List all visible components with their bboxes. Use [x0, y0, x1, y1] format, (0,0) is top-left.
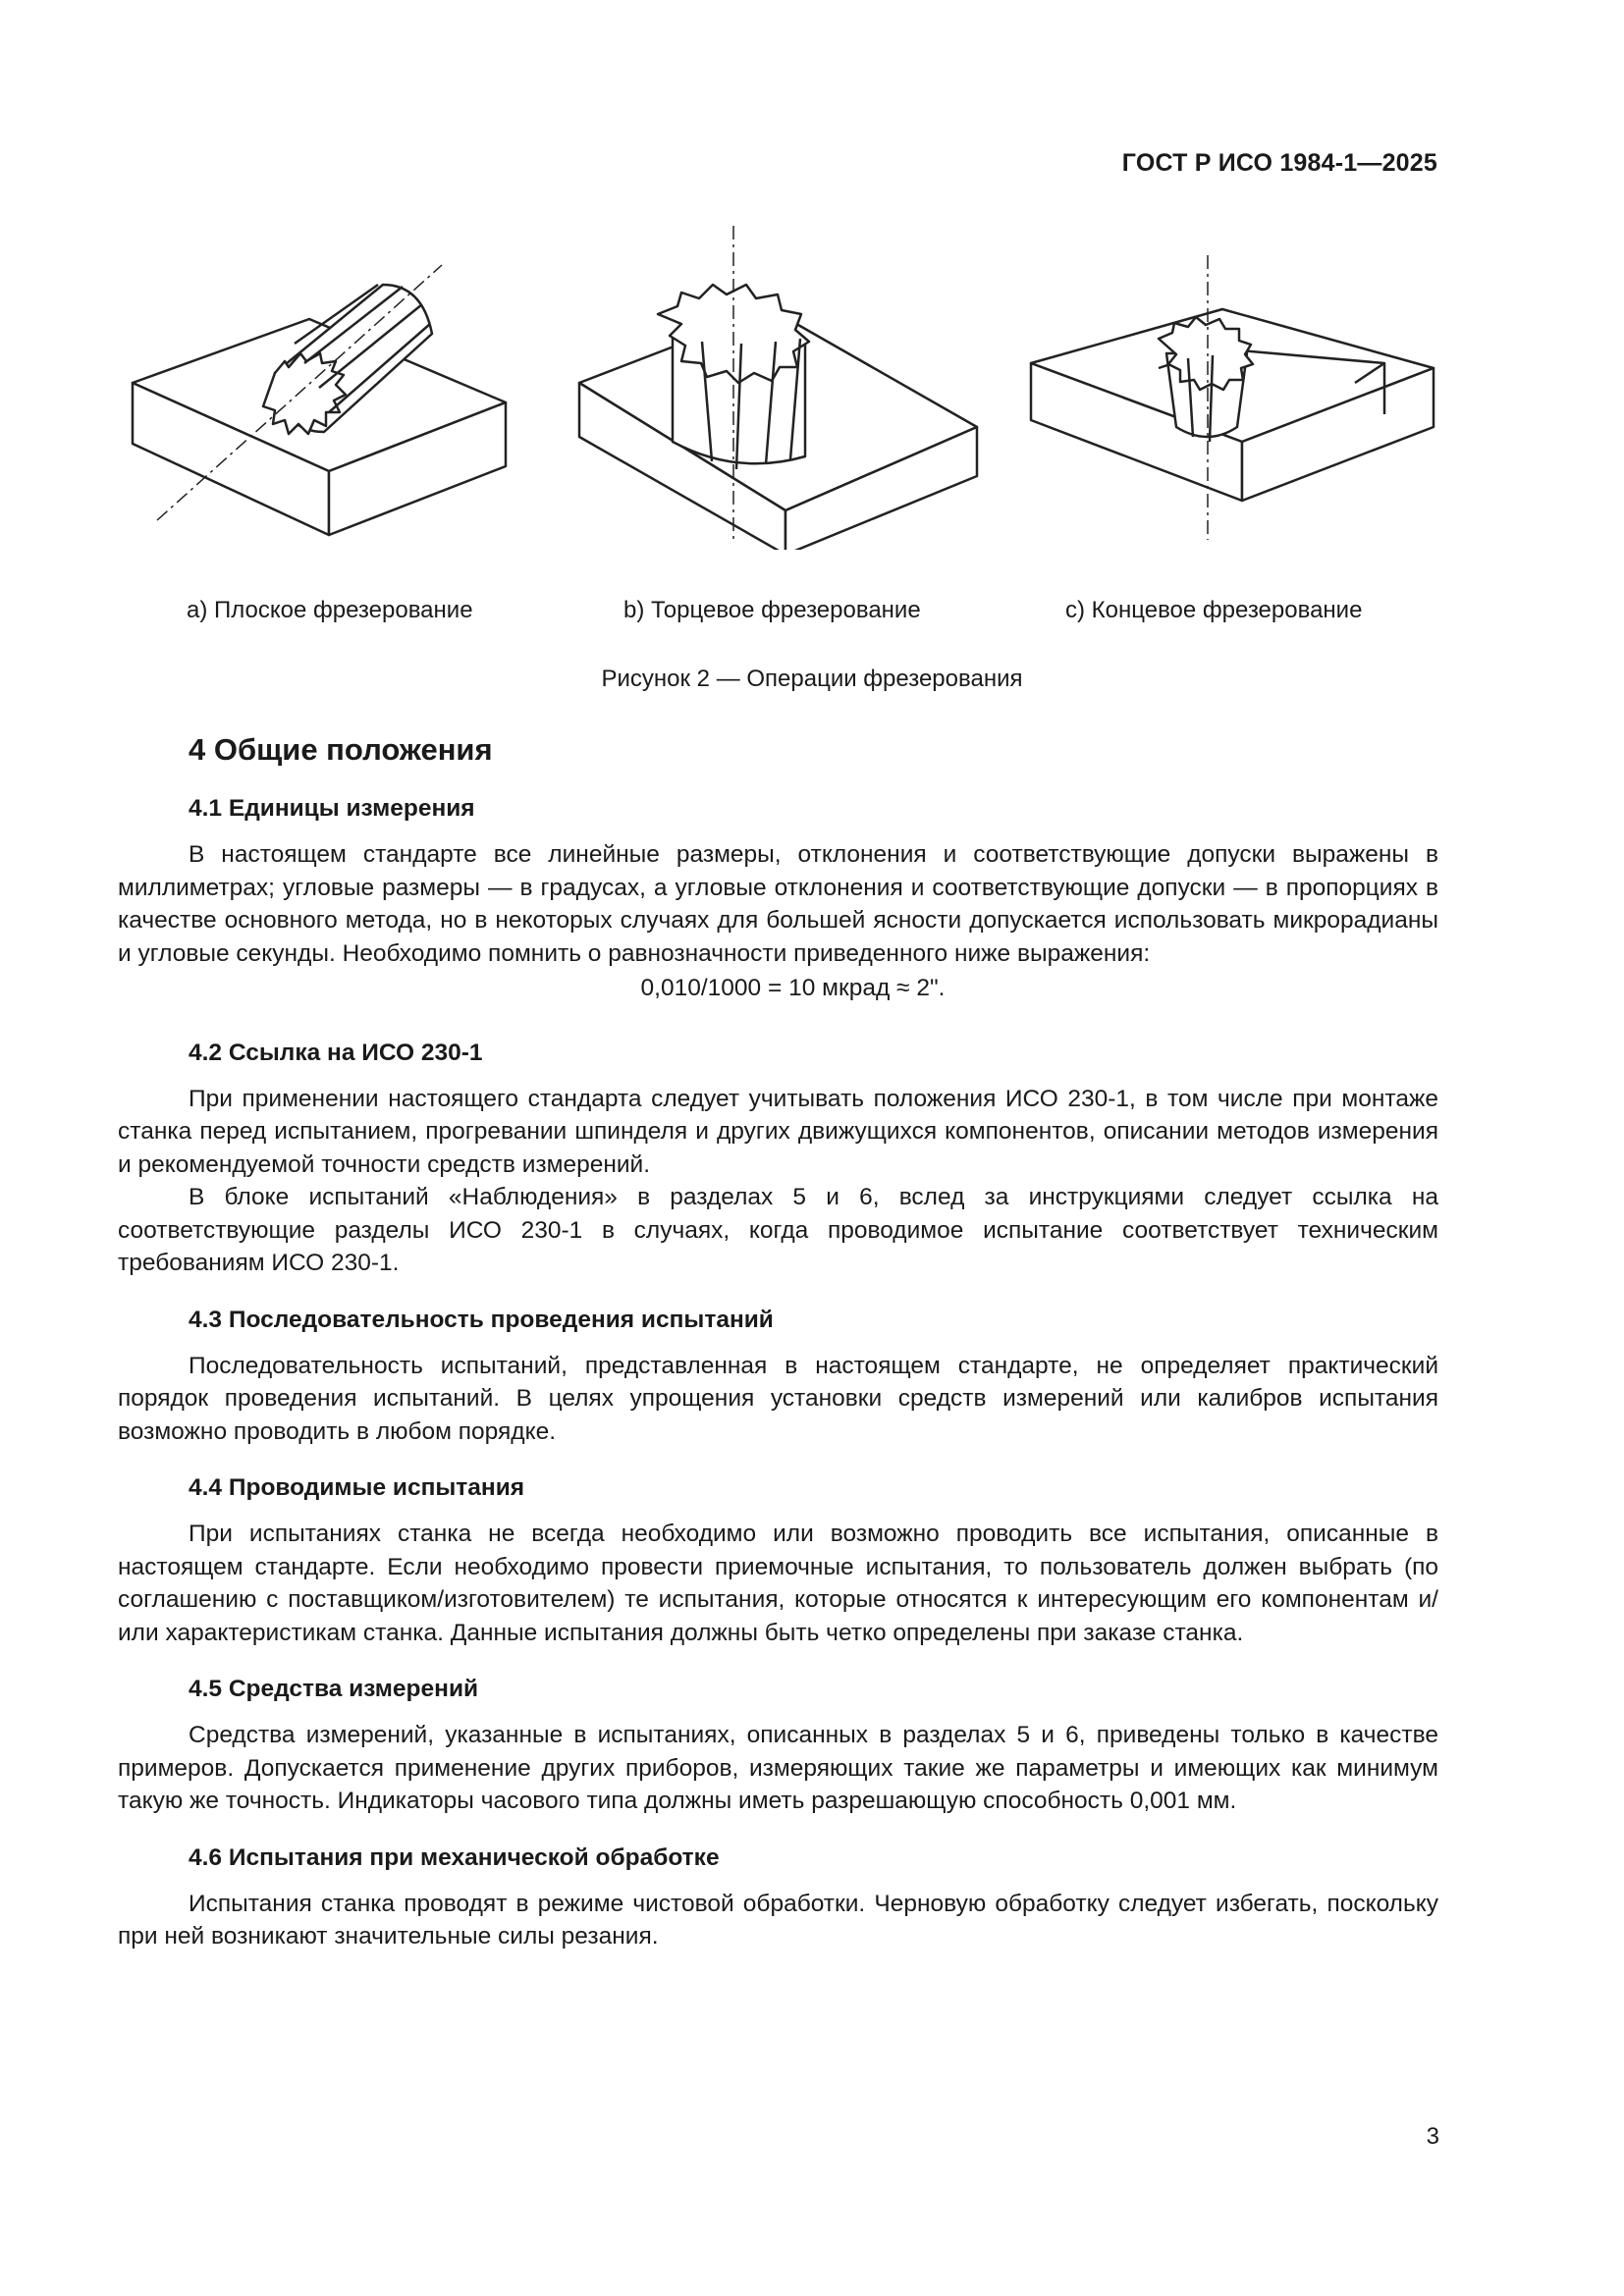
section-4-1-paragraph: В настоящем стандарте все линейные размеры, отклонения и соответствующие допуски выражены в миллиметрах; угловые размеры — в градусах, а угловые отклонения и соответствующие допуски — в пропорциях в качестве основного метода, но в некоторых случаях для большей ясности допускается использовать микрорадианы и угловые секунды. Необходимо помнить о равнозначности приведенного ниже выражения: — [118, 841, 1438, 967]
section-4-content — [118, 731, 1438, 1953]
milling-figures — [118, 226, 1443, 550]
figure-a-slab-milling-drawing — [118, 226, 530, 550]
formula: 0,010/1000 = 10 мкрад ≈ 2". — [640, 975, 946, 1001]
section-4-2-paragraph-2: В блоке испытаний «Наблюдения» в разделах 5 и 6, вслед за инструкциями следует ссылка на соответствующие разделы ИСО 230-1 в случаях, когда проводимое испытание соответствует техническим требованиям ИСО 230-1. — [118, 1184, 1438, 1276]
figure-title: Рисунок 2 — Операции фрезерования — [601, 666, 1023, 692]
section-4-6-paragraph: Испытания станка проводят в режиме чистовой обработки. Черновую обработку следует избегать, поскольку при ней возникают значительные силы резания. — [118, 1890, 1438, 1949]
section-4-3-paragraph: Последовательность испытаний, представленная в настоящем стандарте, не определяет практический порядок проведения испытаний. В целях упрощения установки средств измерений или калибров испытания возможно проводить в любом порядке. — [118, 1352, 1438, 1445]
section-4-4-paragraph: При испытаниях станка не всегда необходимо или возможно проводить все испытания, описанные в настоящем стандарте. Если необходимо провести приемочные испытания, то пользователь должен выбрать (по соглашению с поставщиком/изготовителем) те испытания, которые относятся к интересующим его компонентам и/или характеристикам станка. Данные испытания должны быть четко определены при заказе станка. — [118, 1521, 1438, 1646]
figure-a-caption: a) Плоское фрезерование — [187, 597, 473, 623]
section-4-3-title: 4.3 Последовательность проведения испытаний — [189, 1306, 774, 1333]
section-4-1-title: 4.1 Единицы измерения — [189, 795, 475, 822]
figure-c-end-milling-drawing — [1021, 226, 1443, 550]
section-4-5-title: 4.5 Средства измерений — [189, 1676, 479, 1702]
page-number: 3 — [1426, 2123, 1439, 2150]
section-4-6-title: 4.6 Испытания при механической обработке — [189, 1843, 720, 1871]
section-4-2-paragraph-1: При применении настоящего стандарта следует учитывать положения ИСО 230-1, в том числе при монтаже станка перед испытанием, прогревании шпинделя и других движущихся компонентов, описании методов измерения и рекомендуемой точности средств измерений. — [118, 1085, 1438, 1178]
section-4-2-title: 4.2 Ссылка на ИСО 230-1 — [189, 1039, 483, 1066]
section-4-5-paragraph: Средства измерений, указанные в испытаниях, описанных в разделах 5 и 6, приведены только в качестве примеров. Допускается применение других приборов, измеряющих такие же параметры и имеющих как минимум такую же точность. Индикаторы часового типа должны иметь разрешающую способность 0,001 мм. — [118, 1722, 1438, 1814]
section-4-4-title: 4.4 Проводимые испытания — [189, 1474, 525, 1501]
figure-c-caption: c) Концевое фрезерование — [1065, 597, 1363, 623]
standard-header: ГОСТ Р ИСО 1984-1—2025 — [1121, 149, 1437, 177]
figure-b-face-milling-drawing — [565, 226, 997, 550]
figure-b-caption: b) Торцевое фрезерование — [623, 597, 921, 623]
section-4-title: 4 Общие положения — [189, 732, 493, 767]
